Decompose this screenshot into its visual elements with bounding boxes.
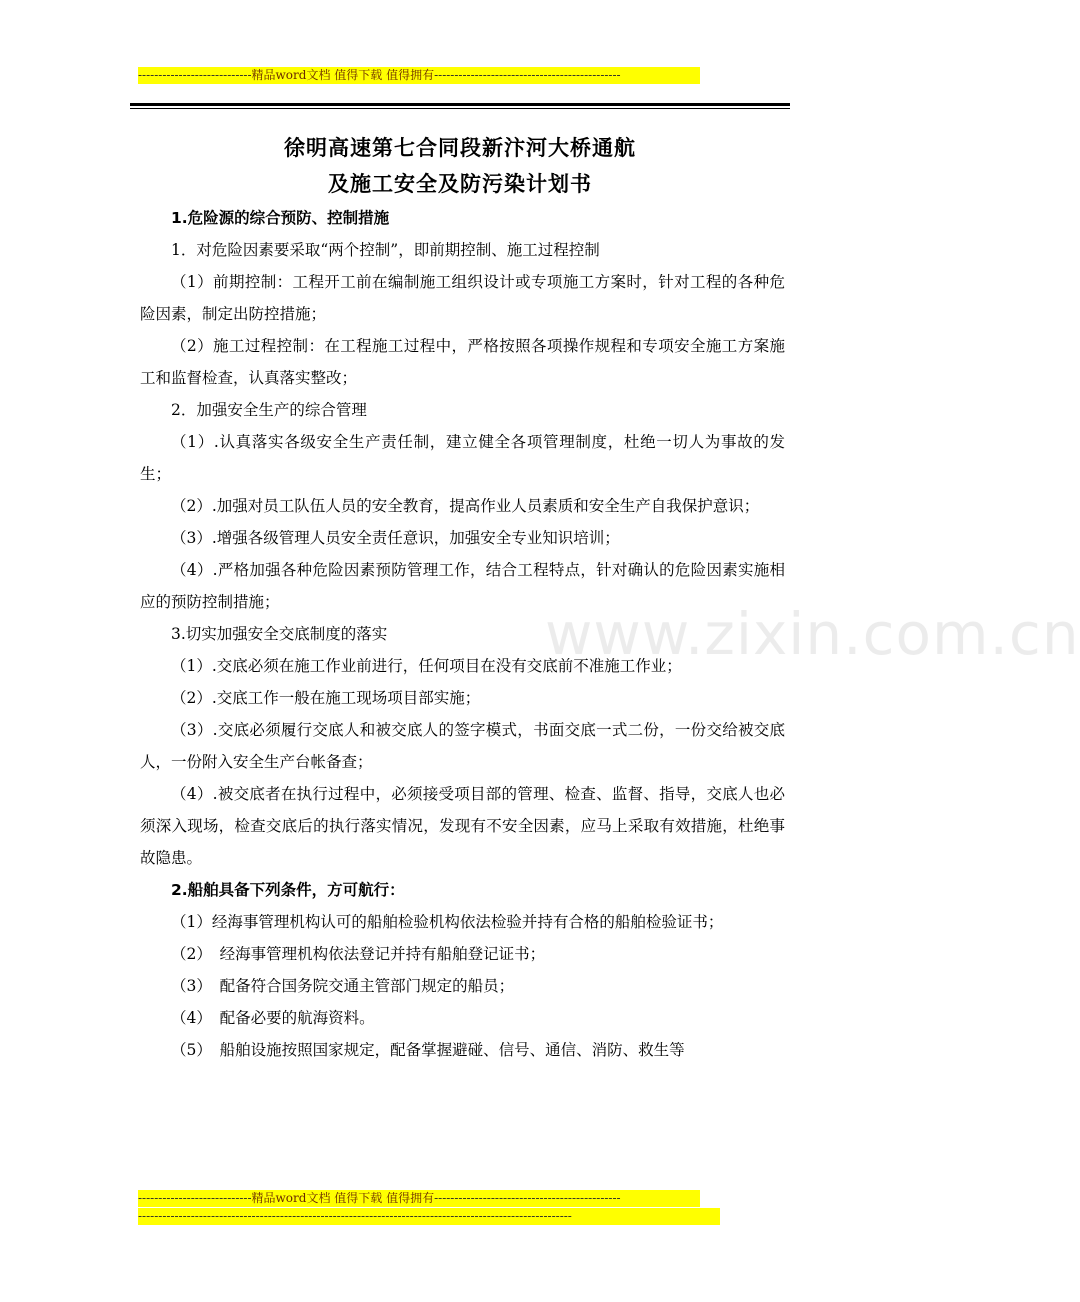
header-banner xyxy=(138,67,700,84)
body-paragraph: （2）施工过程控制：在工程施工过程中，严格按照各项操作规程和专项安全施工方案施工和监督检查，认真落实整改； xyxy=(140,337,785,387)
footer-dash-line: ----------------------------------------------------------------------------------------------------------- xyxy=(138,1208,720,1225)
header-right-dashes: ---------------------------------------------- xyxy=(434,68,621,82)
section-heading: 1.危险源的综合预防、控制措施 xyxy=(171,209,390,227)
body-paragraph: （1）.认真落实各级安全生产责任制，建立健全各项管理制度，杜绝一切人为事故的发生； xyxy=(140,433,785,483)
footer-right-dashes: ---------------------------------------------- xyxy=(434,1191,621,1205)
footer-label: 精品word文档 值得下载 值得拥有 xyxy=(251,1191,435,1205)
header-label: 精品word文档 值得下载 值得拥有 xyxy=(251,68,435,82)
body-paragraph: （2）.加强对员工队伍人员的安全教育，提高作业人员素质和安全生产自我保护意识； xyxy=(171,497,760,515)
body-paragraph: 2．加强安全生产的综合管理 xyxy=(171,401,367,419)
body-paragraph: （3）.增强各级管理人员安全责任意识，加强安全专业知识培训； xyxy=(171,529,620,547)
header-rule-thin xyxy=(130,108,790,109)
body-paragraph: （3）.交底必须履行交底人和被交底人的签字模式，书面交底一式二份，一份交给被交底人，一份附入安全生产台帐备查； xyxy=(140,721,785,771)
document-title-line-1: 徐明高速第七合同段新汴河大桥通航 xyxy=(284,136,636,160)
body-paragraph: （1）.交底必须在施工作业前进行，任何项目在没有交底前不准施工作业； xyxy=(171,657,682,675)
body-paragraph: （1）经海事管理机构认可的船舶检验机构依法检验并持有合格的船舶检验证书； xyxy=(171,913,724,931)
body-paragraph: （2）.交底工作一般在施工现场项目部实施； xyxy=(171,689,481,707)
watermark: www.zixin.com.cn xyxy=(545,600,1080,668)
body-paragraph: （3） 配备符合国务院交通主管部门规定的船员； xyxy=(171,977,515,995)
body-paragraph: （4）.被交底者在执行过程中，必须接受项目部的管理、检查、监督、指导，交底人也必须深入现场，检查交底后的执行落实情况，发现有不安全因素，应马上采取有效措施，杜绝事故隐患。 xyxy=(140,785,785,867)
section-heading: 2.船舶具备下列条件，方可航行： xyxy=(171,881,405,899)
header-rule-thick xyxy=(130,103,790,106)
body-paragraph: （4）.严格加强各种危险因素预防管理工作，结合工程特点，针对确认的危险因素实施相应的预防控制措施； xyxy=(140,561,785,611)
document-title-line-2: 及施工安全及防污染计划书 xyxy=(328,172,592,196)
header-left-dashes: ---------------------------- xyxy=(138,68,252,82)
footer-left-dashes: ---------------------------- xyxy=(138,1191,252,1205)
footer-banner xyxy=(138,1190,700,1207)
body-paragraph: （1）前期控制：工程开工前在编制施工组织设计或专项施工方案时，针对工程的各种危险因素，制定出防控措施； xyxy=(140,273,785,323)
body-paragraph: 1．对危险因素要采取“两个控制”，即前期控制、施工过程控制 xyxy=(171,241,600,259)
document-body xyxy=(140,202,785,1066)
body-paragraph: 3.切实加强安全交底制度的落实 xyxy=(171,625,388,643)
body-paragraph: （4） 配备必要的航海资料。 xyxy=(171,1009,375,1027)
body-paragraph: （5） 船舶设施按照国家规定，配备掌握避碰、信号、通信、消防、救生等 xyxy=(171,1041,685,1059)
body-paragraph: （2） 经海事管理机构依法登记并持有船舶登记证书； xyxy=(171,945,546,963)
